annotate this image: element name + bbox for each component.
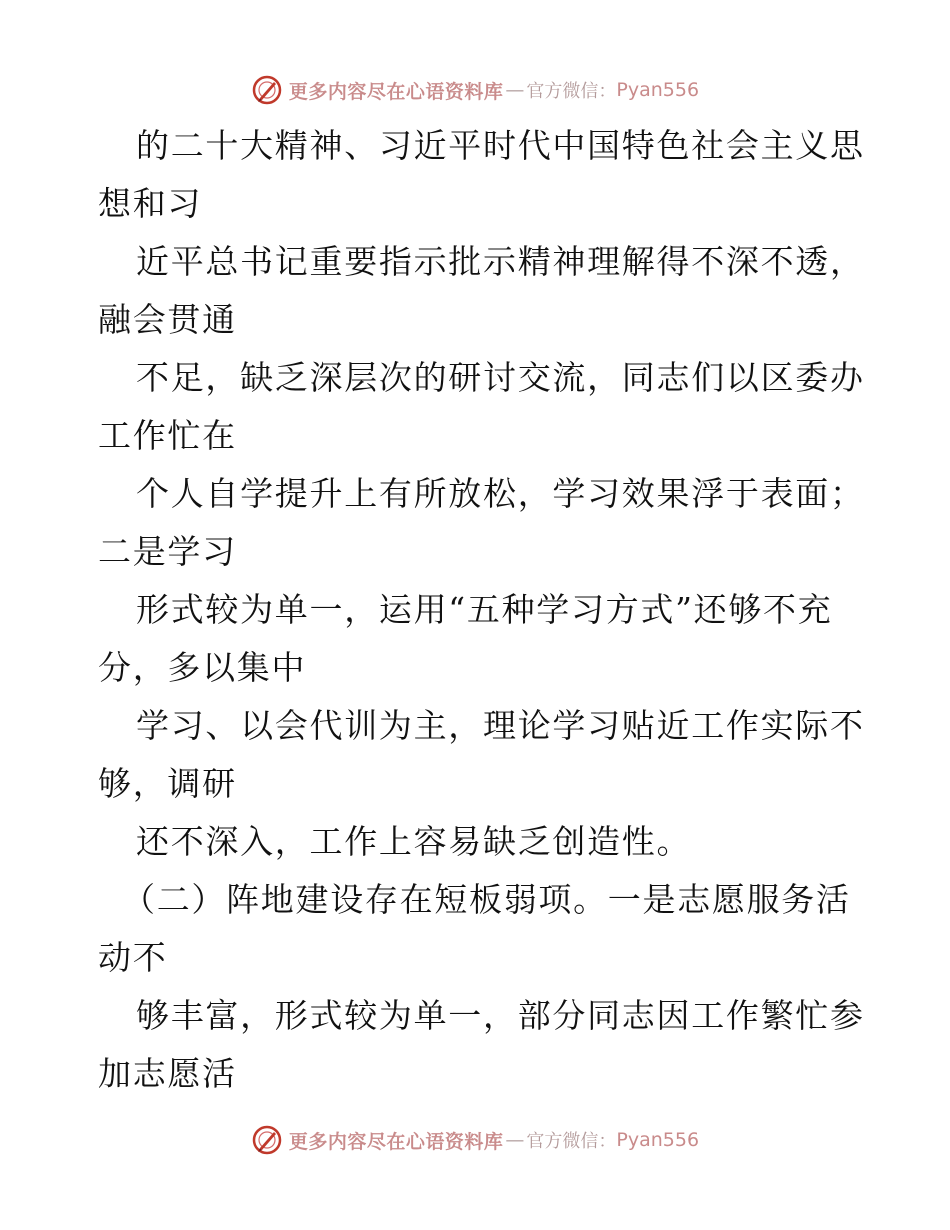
body-line: 近平总书记重要指示批示精神理解得不深不透， xyxy=(136,242,865,281)
body-line: 学习、以会代训为主，理论学习贴近工作实际不 xyxy=(136,706,865,745)
quill-pen-logo-icon xyxy=(251,74,283,106)
body-line: （二）阵地建设存在短板弱项。一是志愿服务活 xyxy=(122,880,851,919)
body-line: 工作忙在 xyxy=(98,416,237,455)
watermark-dash: — xyxy=(505,79,525,101)
watermark-site-text: 更多内容尽在心语资料库 xyxy=(288,80,504,103)
body-line: 二是学习 xyxy=(98,532,237,571)
watermark-wechat-label: 官方微信： xyxy=(526,81,617,102)
body-line: 想和习 xyxy=(98,184,203,223)
body-line: 个人自学提升上有所放松，学习效果浮于表面； xyxy=(136,474,865,513)
body-line: 加志愿活 xyxy=(98,1054,237,1093)
body-line: 动不 xyxy=(98,938,168,977)
body-line: 够丰富，形式较为单一，部分同志因工作繁忙参 xyxy=(136,996,865,1035)
quill-pen-logo-icon xyxy=(251,1124,283,1156)
watermark-site-text: 更多内容尽在心语资料库 xyxy=(288,1130,504,1153)
body-line: 形式较为单一，运用“五种学习方式”还够不充 xyxy=(136,590,833,629)
watermark-wechat-id: Pyan556 xyxy=(616,1129,700,1151)
watermark-dash: — xyxy=(505,1129,525,1151)
watermark-wechat-id: Pyan556 xyxy=(616,79,700,101)
body-line: 还不深入，工作上容易缺乏创造性。 xyxy=(136,822,692,861)
body-line: 够，调研 xyxy=(98,764,237,803)
header-watermark xyxy=(0,70,950,110)
footer-watermark xyxy=(0,1120,950,1160)
watermark-wechat-label: 官方微信： xyxy=(526,1131,617,1152)
body-line: 的二十大精神、习近平时代中国特色社会主义思 xyxy=(136,126,865,165)
body-line: 不足，缺乏深层次的研讨交流，同志们以区委办 xyxy=(136,358,865,397)
body-line: 分，多以集中 xyxy=(98,648,307,687)
body-line: 融会贯通 xyxy=(98,300,237,339)
